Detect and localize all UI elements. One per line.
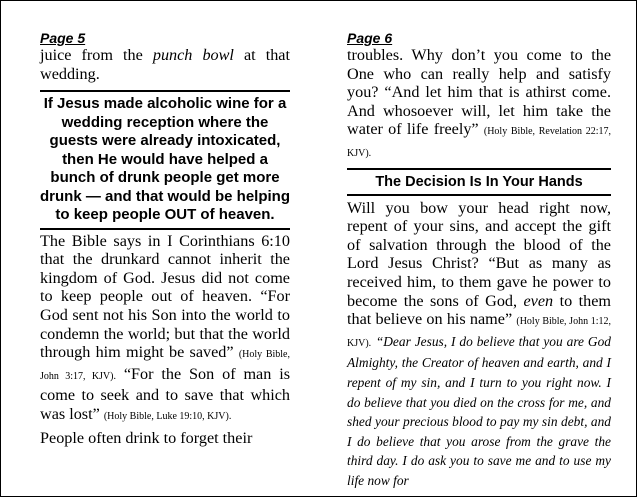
- paragraph-3-text: troubles. Why don’t you come to the One who can really help and satisfy you? “And let him that is athirst come. And whosoever will, let him take the water of life freely”: [347, 46, 611, 139]
- intro-text: [40, 46, 290, 83]
- paragraph-3: [347, 46, 611, 164]
- section-heading: The Decision Is In Your Hands: [375, 173, 583, 190]
- citation-john: (Holy Bible, John 3:17, KJV).: [40, 349, 290, 382]
- intro-text-a: juice from the: [40, 46, 153, 64]
- prayer-text: “Dear Jesus, I do believe that you are God Almighty, the Creator of heaven and earth, and I repent of my sin, and I turn to you right now. I do believe that you died on the cross for me, and shed your precious blood to pay my sin debt, and I do believe that you arose from the grave the third day. I do ask you to save me and to use my life now for: [347, 333, 611, 488]
- page-5: [40, 24, 290, 447]
- paragraph-4: [347, 199, 611, 491]
- citation-luke: (Holy Bible, Luke 19:10, KJV).: [103, 411, 232, 423]
- heading-rule-bottom: [347, 194, 611, 196]
- citation-john-1-12: (Holy Bible, John 1:12, KJV).: [347, 316, 611, 349]
- citation-revelation: (Holy Bible, Revelation 22:17, KJV).: [347, 126, 612, 159]
- rule-top: [40, 90, 290, 92]
- rule-bottom: [40, 228, 290, 230]
- paragraph-2: People often drink to forget their: [40, 428, 253, 447]
- punch-bowl-italic: punch bowl: [152, 46, 234, 64]
- intro-text-b: at that wedding.: [40, 46, 290, 83]
- paragraph-4-text-a: Will you bow your head right now, repent of your sins, and accept the gift of salvation through the blood of the Lord Jesus Christ? “But as many as received him, to them gave he power to become the sons of God,: [347, 198, 611, 310]
- page-6: [347, 24, 611, 490]
- page-number-5: Page 5: [40, 30, 86, 46]
- paragraph-1-text-b: “For the Son of man is come to seek and to save that which was lost”: [40, 364, 290, 424]
- paragraph-1-text: The Bible says in I Corinthians 6:10 that the drunkard cannot inherit the kingdom of God. Jesus did not come to keep people out of heaven. “For God sent not his Son into the world to condemn the world; but that the world through him might be saved”: [40, 231, 290, 362]
- even-italic: even: [523, 291, 554, 310]
- paragraph-4-text-b: to them that believe on his name”: [347, 291, 611, 329]
- callout-text: If Jesus made alcoholic wine for a wedding reception where the guests were already intoxicated, then He would have helped a bunch of drunk people get more drunk — and that would be helping to keep people OUT of heaven.: [40, 95, 290, 224]
- page-number-6: Page 6: [347, 30, 393, 46]
- paragraph-1: [40, 232, 290, 427]
